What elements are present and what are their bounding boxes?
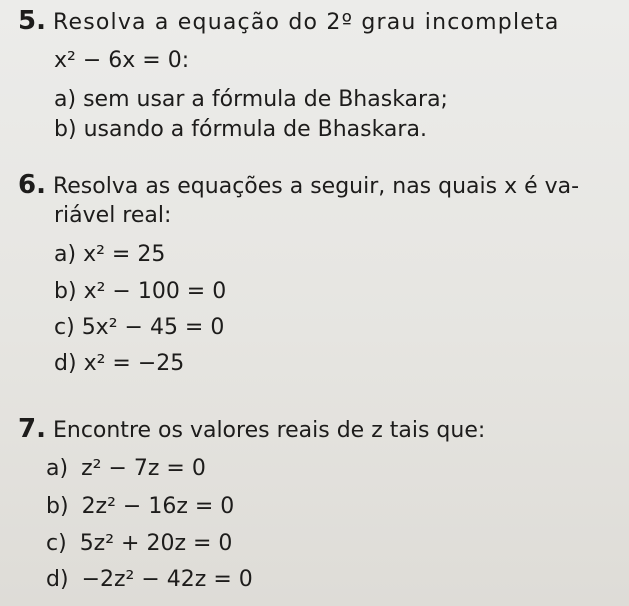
q7-item-a-eq: z² − 7z = 0 [81, 456, 206, 481]
q7-item-b-label: b) [46, 494, 69, 519]
q5-number: 5. [18, 6, 46, 36]
q6-item-a [54, 242, 165, 268]
q6-number: 6. [18, 170, 46, 200]
q6-text-line1: Resolva as equações a seguir, nas quais x é va- [52, 174, 580, 199]
q6-item-d-eq: x² = −25 [83, 351, 185, 376]
q6-header [18, 172, 579, 200]
q6-item-c-label: c) [54, 315, 75, 340]
q6-item-c-eq: 5x² − 45 = 0 [81, 315, 225, 340]
q6-item-d [54, 351, 184, 377]
q7-item-b-eq: 2z² − 16z = 0 [81, 494, 235, 519]
q5-item-a-text: sem usar a fórmula de Bhaskara; [83, 87, 448, 112]
q5-header [18, 8, 560, 36]
q7-item-a [46, 456, 206, 482]
q7-item-c-eq: 5z² + 20z = 0 [79, 531, 233, 556]
q5-text: Resolva a equação do 2º grau incompleta [52, 10, 560, 35]
q6-item-c [54, 315, 224, 341]
q5-item-b-label: b) [54, 117, 77, 142]
q7-text: Encontre os valores reais de z tais que: [52, 418, 486, 443]
q7-item-d [46, 567, 253, 593]
q5-item-a-label: a) [54, 87, 77, 112]
q7-number: 7. [18, 414, 46, 444]
q6-item-d-label: d) [54, 351, 77, 376]
q7-item-c [46, 531, 232, 557]
q5-item-b [54, 117, 427, 143]
q7-header [18, 416, 485, 444]
q7-item-a-label: a) [46, 456, 69, 481]
q7-item-d-eq: −2z² − 42z = 0 [81, 567, 253, 592]
q6-item-b-eq: x² − 100 = 0 [83, 279, 227, 304]
q6-item-b [54, 279, 226, 305]
q6-item-b-label: b) [54, 279, 77, 304]
q6-item-a-eq: x² = 25 [83, 242, 166, 267]
q6-item-a-label: a) [54, 242, 77, 267]
q5-item-b-text: usando a fórmula de Bhaskara. [83, 117, 427, 142]
q7-item-b [46, 494, 234, 520]
q6-text-line2: riável real: [54, 203, 172, 228]
q5-equation: x² − 6x = 0: [54, 48, 190, 73]
q7-item-d-label: d) [46, 567, 69, 592]
q7-item-c-label: c) [46, 531, 67, 556]
q5-item-a [54, 87, 448, 113]
